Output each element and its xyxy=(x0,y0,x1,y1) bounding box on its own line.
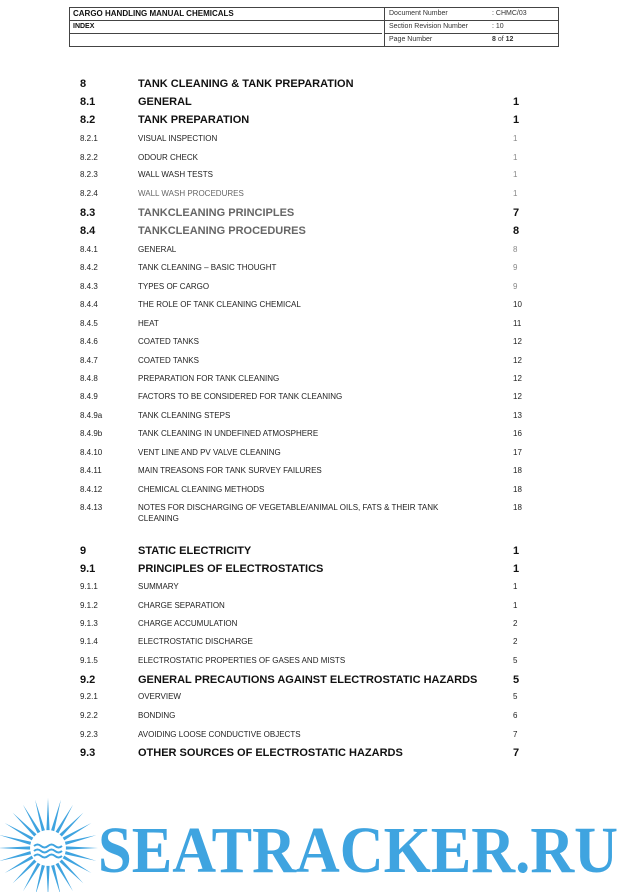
toc-section-title: ELECTROSTATIC PROPERTIES OF GASES AND MISTS xyxy=(138,656,346,665)
toc-section-number: 8 xyxy=(80,78,87,90)
toc-section-title: VISUAL INSPECTION xyxy=(138,134,218,143)
toc-entry[interactable] xyxy=(0,372,632,386)
toc-page-number: 1 xyxy=(513,170,518,179)
doc-number-value: : CHMC/03 xyxy=(492,10,527,17)
page-number-label: Page Number xyxy=(389,36,433,43)
toc-section-number: 8.4.9b xyxy=(80,429,103,438)
toc-section-number: 8.4.6 xyxy=(80,337,98,346)
toc-section-title: TANK CLEANING – BASIC THOUGHT xyxy=(138,263,277,272)
toc-section-title: FACTORS TO BE CONSIDERED FOR TANK CLEANING xyxy=(138,392,343,401)
toc-page-number: 1 xyxy=(513,545,520,557)
toc-page-number: 8 xyxy=(513,245,518,254)
toc-page-number: 1 xyxy=(513,601,518,610)
toc-section-title: BONDING xyxy=(138,711,176,720)
toc-section-number: 9.3 xyxy=(80,747,96,759)
toc-section-number: 9.2.2 xyxy=(80,711,98,720)
toc-section-title: WALL WASH TESTS xyxy=(138,170,213,179)
toc-section-title: PRINCIPLES OF ELECTROSTATICS xyxy=(138,563,324,575)
toc-section-number: 8.4.11 xyxy=(80,466,102,475)
revision-value: : 10 xyxy=(492,23,504,30)
toc-entry[interactable] xyxy=(0,464,632,478)
toc-section-number: 8.4.1 xyxy=(80,245,98,254)
toc-page-number: 1 xyxy=(513,134,518,143)
toc-entry[interactable] xyxy=(0,545,632,559)
toc-entry[interactable] xyxy=(0,317,632,331)
toc-entry[interactable] xyxy=(0,78,632,92)
toc-page-number: 2 xyxy=(513,637,518,646)
page-current: 8 xyxy=(492,36,496,43)
toc-section-title: TYPES OF CARGO xyxy=(138,282,210,291)
toc-section-title: TANK CLEANING & TANK PREPARATION xyxy=(138,78,354,90)
toc-page-number: 9 xyxy=(513,282,518,291)
toc-page-number: 7 xyxy=(513,207,520,219)
toc-page-number: 1 xyxy=(513,582,518,591)
toc-section-number: 8.4.10 xyxy=(80,448,103,457)
toc-section-number: 9.1 xyxy=(80,563,96,575)
toc-entry[interactable] xyxy=(0,690,632,704)
toc-entry[interactable] xyxy=(0,335,632,349)
toc-entry[interactable] xyxy=(0,114,632,128)
seatracker-watermark xyxy=(0,790,632,892)
toc-page-number: 12 xyxy=(513,392,522,401)
toc-section-title: ODOUR CHECK xyxy=(138,153,199,162)
toc-section-number: 9.1.2 xyxy=(80,601,98,610)
toc-entry[interactable] xyxy=(0,501,632,523)
revision-label: Section Revision Number xyxy=(389,23,468,30)
toc-section-number: 9.2.3 xyxy=(80,730,98,739)
toc-section-title: PREPARATION FOR TANK CLEANING xyxy=(138,374,280,383)
toc-entry[interactable] xyxy=(0,427,632,441)
toc-page-number: 13 xyxy=(513,411,522,420)
toc-section-number: 8.2.4 xyxy=(80,189,98,198)
toc-page-number: 8 xyxy=(513,225,520,237)
toc-section-title: TANK CLEANING STEPS xyxy=(138,411,231,420)
page-total: 12 xyxy=(505,36,514,43)
toc-section-title: TANK PREPARATION xyxy=(138,114,250,126)
toc-section-number: 8.2.1 xyxy=(80,134,98,143)
toc-section-number: 8.1 xyxy=(80,96,96,108)
toc-section-title: TANK CLEANING IN UNDEFINED ATMOSPHERE xyxy=(138,429,319,438)
toc-section-title: MAIN TREASONS FOR TANK SURVEY FAILURES xyxy=(138,466,322,475)
toc-section-title: GENERAL PRECAUTIONS AGAINST ELECTROSTATIC HAZARDS xyxy=(138,674,478,686)
toc-page-number: 1 xyxy=(513,96,520,108)
document-title: CARGO HANDLING MANUAL CHEMICALS xyxy=(73,9,234,18)
toc-section-title: CHEMICAL CLEANING METHODS xyxy=(138,485,265,494)
toc-page-number: 7 xyxy=(513,747,520,759)
toc-section-number: 8.4.9a xyxy=(80,411,103,420)
sun-logo-icon xyxy=(0,790,98,892)
toc-section-number: 9.1.1 xyxy=(80,582,98,591)
toc-section-number: 8.2.3 xyxy=(80,170,98,179)
toc-section-title: WALL WASH PROCEDURES xyxy=(138,189,244,198)
toc-entry[interactable] xyxy=(0,151,632,165)
toc-page-number: 12 xyxy=(513,356,522,365)
toc-section-number: 8.2 xyxy=(80,114,96,126)
toc-page-number: 6 xyxy=(513,711,518,720)
toc-page-number: 7 xyxy=(513,730,518,739)
toc-section-title: CHARGE SEPARATION xyxy=(138,601,225,610)
toc-section-number: 8.4.7 xyxy=(80,356,98,365)
toc-section-title: AVOIDING LOOSE CONDUCTIVE OBJECTS xyxy=(138,730,301,739)
toc-page-number: 10 xyxy=(513,300,522,309)
toc-page-number: 1 xyxy=(513,563,520,575)
toc-entry[interactable] xyxy=(0,243,632,257)
watermark-text: SEATRACKER.RU xyxy=(98,814,618,887)
toc-entry[interactable] xyxy=(0,187,632,201)
toc-entry[interactable] xyxy=(0,446,632,460)
toc-page-number: 18 xyxy=(513,485,522,494)
toc-section-number: 9.2.1 xyxy=(80,692,98,701)
toc-entry[interactable] xyxy=(0,390,632,404)
toc-entry[interactable] xyxy=(0,409,632,423)
toc-entry[interactable] xyxy=(0,132,632,146)
toc-section-title: VENT LINE AND PV VALVE CLEANING xyxy=(138,448,281,457)
toc-section-title: TANKCLEANING PRINCIPLES xyxy=(138,207,295,219)
toc-entry[interactable] xyxy=(0,207,632,221)
toc-section-number: 8.2.2 xyxy=(80,153,98,162)
toc-section-title: ELECTROSTATIC DISCHARGE xyxy=(138,637,253,646)
toc-page-number: 12 xyxy=(513,374,522,383)
toc-entry[interactable] xyxy=(0,280,632,294)
toc-page-number: 1 xyxy=(513,153,518,162)
toc-section-title: HEAT xyxy=(138,319,159,328)
toc-page-number: 1 xyxy=(513,189,518,198)
toc-page-number: 18 xyxy=(513,503,522,512)
toc-page-number: 17 xyxy=(513,448,522,457)
toc-section-number: 9.1.4 xyxy=(80,637,98,646)
toc-page-number: 5 xyxy=(513,656,518,665)
toc-entry[interactable] xyxy=(0,261,632,275)
toc-entry[interactable] xyxy=(0,354,632,368)
toc-section-number: 8.4.9 xyxy=(80,392,98,401)
toc-page-number: 11 xyxy=(513,319,522,328)
toc-section-number: 9 xyxy=(80,545,87,557)
toc-section-title: COATED TANKS xyxy=(138,356,199,365)
toc-entry[interactable] xyxy=(0,709,632,723)
toc-section-title: GENERAL xyxy=(138,96,192,108)
toc-entry[interactable] xyxy=(0,96,632,110)
toc-section-title: NOTES FOR DISCHARGING OF VEGETABLE/ANIMAL OILS, FATS & THEIR TANK CLEANING xyxy=(138,503,439,523)
toc-section-title: COATED TANKS xyxy=(138,337,199,346)
toc-page-number: 12 xyxy=(513,337,522,346)
toc-section-title: SUMMARY xyxy=(138,582,179,591)
toc-entry[interactable] xyxy=(0,654,632,668)
toc-section-number: 9.2 xyxy=(80,674,96,686)
toc-entry[interactable] xyxy=(0,298,632,312)
toc-section-number: 8.4.3 xyxy=(80,282,98,291)
toc-section-number: 8.4.13 xyxy=(80,503,103,512)
toc-entry[interactable] xyxy=(0,674,632,688)
toc-page-number: 5 xyxy=(513,692,518,701)
toc-section-title: STATIC ELECTRICITY xyxy=(138,545,252,557)
toc-entry[interactable] xyxy=(0,483,632,497)
toc-entry[interactable] xyxy=(0,635,632,649)
toc-section-number: 8.4.5 xyxy=(80,319,98,328)
toc-page-number: 2 xyxy=(513,619,518,628)
toc-section-title: TANKCLEANING PROCEDURES xyxy=(138,225,306,237)
page-number-value xyxy=(489,34,559,45)
toc-section-number: 8.4 xyxy=(80,225,96,237)
toc-entry[interactable] xyxy=(0,168,632,182)
toc-page-number: 1 xyxy=(513,114,520,126)
toc-section-number: 8.4.8 xyxy=(80,374,98,383)
toc-entry[interactable] xyxy=(0,728,632,742)
toc-section-number: 8.4.4 xyxy=(80,300,98,309)
document-header xyxy=(69,7,559,47)
toc-section-number: 8.4.12 xyxy=(80,485,103,494)
toc-section-number: 9.1.3 xyxy=(80,619,98,628)
toc-page-number: 5 xyxy=(513,674,520,686)
page-of: of xyxy=(497,36,504,43)
toc-entry[interactable] xyxy=(0,580,632,594)
toc-entry[interactable] xyxy=(0,563,632,577)
document-subtitle: INDEX xyxy=(73,23,95,30)
toc-section-number: 8.4.2 xyxy=(80,263,98,272)
toc-page-number: 9 xyxy=(513,263,518,272)
doc-number-label: Document Number xyxy=(389,10,448,17)
toc-entry[interactable] xyxy=(0,747,632,761)
toc-page-number: 16 xyxy=(513,429,522,438)
toc-section-title: CHARGE ACCUMULATION xyxy=(138,619,238,628)
toc-section-title: THE ROLE OF TANK CLEANING CHEMICAL xyxy=(138,300,301,309)
toc-section-title: OTHER SOURCES OF ELECTROSTATIC HAZARDS xyxy=(138,747,403,759)
toc-entry[interactable] xyxy=(0,225,632,239)
toc-entry[interactable] xyxy=(0,599,632,613)
toc-section-title: GENERAL xyxy=(138,245,177,254)
toc-section-number: 9.1.5 xyxy=(80,656,98,665)
toc-section-number: 8.3 xyxy=(80,207,96,219)
toc-section-title: OVERVIEW xyxy=(138,692,181,701)
toc-page-number: 18 xyxy=(513,466,522,475)
toc-entry[interactable] xyxy=(0,617,632,631)
